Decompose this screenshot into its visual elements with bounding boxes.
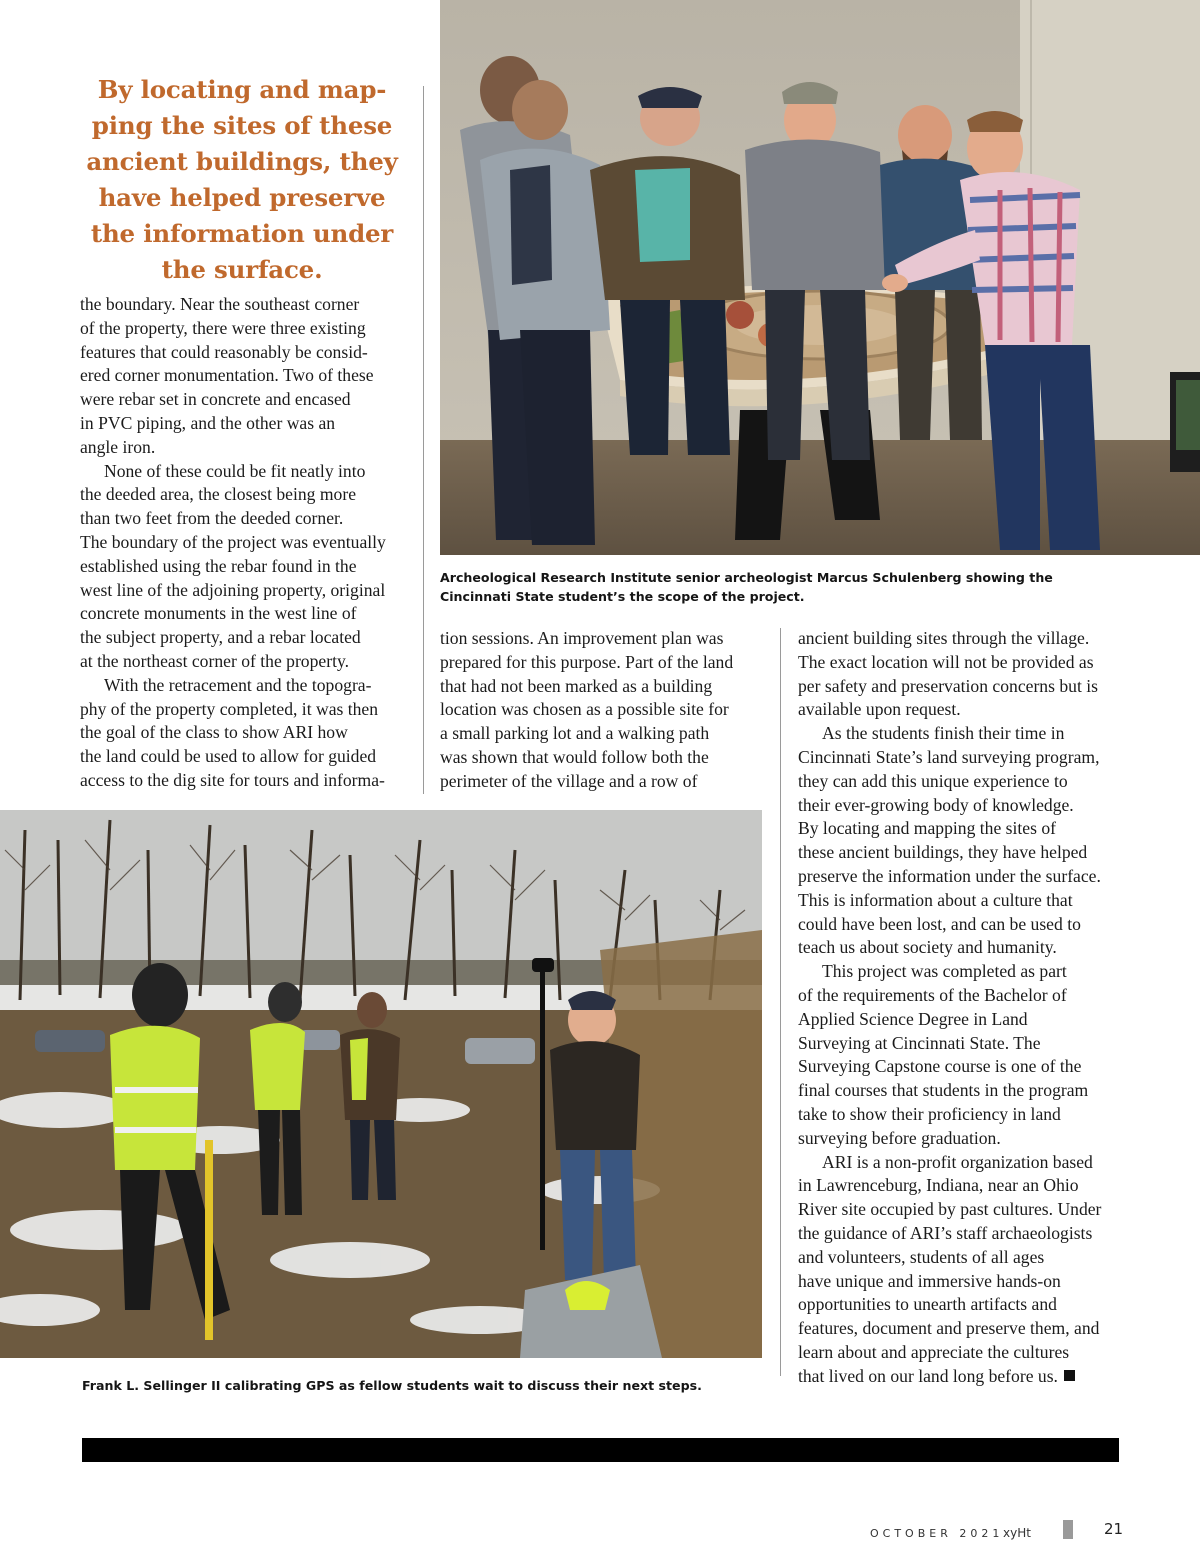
caption-line: Cincinnati State student’s the scope of the project. [440, 589, 805, 604]
body-line: their ever-growing body of knowledge. [798, 794, 1074, 815]
body-line: and volunteers, students of all ages [798, 1246, 1045, 1267]
bottom-photo-caption: Frank L. Sellinger II calibrating GPS as fellow students wait to discuss their next steps. [82, 1378, 702, 1393]
body-column-middle [440, 627, 770, 794]
body-line: prepared for this purpose. Part of the land [440, 651, 734, 672]
body-line: could have been lost, and can be used to [798, 913, 1081, 934]
body-line: ARI is a non-profit organization based [822, 1151, 1093, 1172]
body-line: at the northeast corner of the property. [80, 650, 350, 671]
body-column-left [80, 293, 410, 793]
footer-bar [82, 1438, 1119, 1462]
pull-quote-line: By locating and map- [97, 75, 387, 104]
body-line: final courses that students in the program [798, 1080, 1089, 1101]
pull-quote-line: ping the sites of these [91, 111, 393, 140]
body-line: surveying before graduation. [798, 1127, 1001, 1148]
body-column-right [798, 627, 1138, 1389]
survey-photo-illustration [0, 810, 762, 1358]
body-line-final [798, 1365, 1138, 1389]
body-line: perimeter of the village and a row of [440, 770, 698, 791]
body-line: available upon request. [798, 699, 961, 720]
body-line: Surveying Capstone course is one of the [798, 1056, 1082, 1077]
body-line: were rebar set in concrete and encased [80, 389, 351, 410]
body-line: This project was completed as part [822, 961, 1067, 982]
body-line: per safety and preservation concerns but is [798, 675, 1098, 696]
body-line: location was chosen as a possible site for [440, 699, 729, 720]
page-number: 21 [1104, 1520, 1124, 1538]
top-photo-caption [440, 568, 1180, 606]
body-line: Applied Science Degree in Land [798, 1008, 1028, 1029]
body-line: the goal of the class to show ARI how [80, 722, 348, 743]
pull-quote [78, 72, 406, 288]
body-line: opportunities to unearth artifacts and [798, 1294, 1057, 1315]
caption-line: Archeological Research Institute senior archeologist Marcus Schulenberg showing the [440, 570, 1053, 585]
body-line: learn about and appreciate the cultures [798, 1341, 1070, 1362]
body-line: By locating and mapping the sites of [798, 818, 1056, 839]
body-line: As the students finish their time in [822, 723, 1065, 744]
body-line: The exact location will not be provided as [798, 651, 1094, 672]
body-line: a small parking lot and a walking path [440, 723, 710, 744]
body-line: the land could be used to allow for guided [80, 746, 377, 767]
footer-issue-date: OCTOBER 2021 [870, 1527, 1004, 1540]
body-line: None of these could be fit neatly into [104, 460, 366, 481]
column-rule [780, 628, 781, 1376]
body-line: the deeded area, the closest being more [80, 484, 357, 505]
body-line: that had not been marked as a building [440, 675, 713, 696]
body-line: of the requirements of the Bachelor of [798, 984, 1067, 1005]
body-line: ered corner monumentation. Two of these [80, 365, 374, 386]
body-line: the guidance of ARI’s staff archaeologists [798, 1222, 1093, 1243]
body-line: have unique and immersive hands-on [798, 1270, 1061, 1291]
pull-quote-line: the information under [90, 219, 394, 248]
body-line: features that could reasonably be consid- [80, 341, 368, 362]
column-rule [423, 86, 424, 794]
body-line: River site occupied by past cultures. Under [798, 1199, 1102, 1220]
body-line: This is information about a culture that [798, 889, 1073, 910]
body-line: established using the rebar found in the [80, 555, 357, 576]
body-line: angle iron. [80, 436, 156, 457]
body-line: preserve the information under the surface. [798, 865, 1101, 886]
body-line: features, document and preserve them, and [798, 1318, 1100, 1339]
body-line: With the retracement and the topogra- [104, 674, 372, 695]
end-mark-icon [1064, 1370, 1075, 1381]
body-line: take to show their proficiency in land [798, 1103, 1061, 1124]
body-line: phy of the property completed, it was then [80, 698, 379, 719]
body-line: these ancient buildings, they have helped [798, 842, 1088, 863]
body-line: west line of the adjoining property, original [80, 579, 386, 600]
body-line: in PVC piping, and the other was an [80, 412, 336, 433]
footer-magazine-name: xyHt [1003, 1526, 1031, 1540]
model-photo-illustration [440, 0, 1200, 555]
survey-photo [0, 810, 762, 1358]
pull-quote-line: have helped preserve [98, 183, 386, 212]
body-line: Cincinnati State’s land surveying program, [798, 746, 1100, 767]
body-line: in Lawrenceburg, Indiana, near an Ohio [798, 1175, 1079, 1196]
body-line: Surveying at Cincinnati State. The [798, 1032, 1041, 1053]
body-line: access to the dig site for tours and informa- [80, 769, 385, 790]
body-line: the boundary. Near the southeast corner [80, 294, 360, 314]
body-line: was shown that would follow both the [440, 746, 709, 767]
model-photo [440, 0, 1200, 555]
body-line: the subject property, and a rebar located [80, 627, 361, 648]
footer-divider-block [1063, 1520, 1073, 1539]
body-line: ancient building sites through the village. [798, 628, 1090, 648]
body-line: teach us about society and humanity. [798, 937, 1057, 958]
pull-quote-line: ancient buildings, they [86, 147, 398, 176]
body-line: The boundary of the project was eventually [80, 531, 386, 552]
body-line: than two feet from the deeded corner. [80, 508, 344, 529]
body-line: they can add this unique experience to [798, 770, 1068, 791]
body-line-text: that lived on our land long before us. [798, 1365, 1058, 1386]
body-line: concrete monuments in the west line of [80, 603, 357, 624]
body-line: of the property, there were three existing [80, 317, 366, 338]
pull-quote-line: the surface. [161, 255, 323, 284]
body-line: tion sessions. An improvement plan was [440, 628, 724, 648]
